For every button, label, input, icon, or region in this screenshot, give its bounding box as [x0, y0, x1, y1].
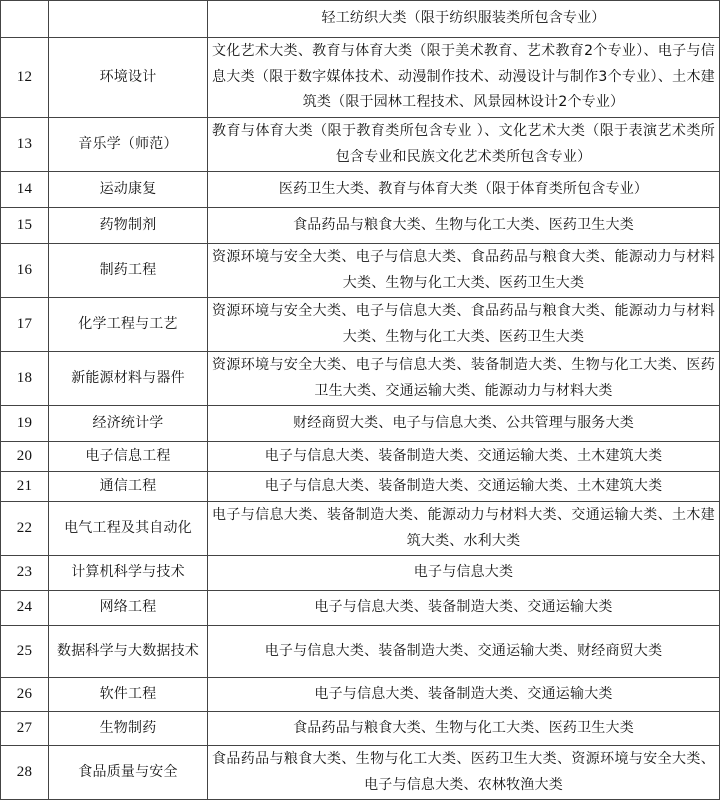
major-name: 制药工程: [49, 244, 208, 298]
admission-scope: 资源环境与安全大类、电子与信息大类、食品药品与粮食大类、能源动力与材料大类、生物与化工大类、医药卫生大类: [208, 244, 720, 298]
major-name: 新能源材料与器件: [49, 352, 208, 406]
row-number: 16: [1, 244, 49, 298]
admission-scope: 电子与信息大类、装备制造大类、交通运输大类、财经商贸大类: [208, 626, 720, 678]
row-number: 17: [1, 298, 49, 352]
row-number: 23: [1, 556, 49, 591]
admission-scope: 财经商贸大类、电子与信息大类、公共管理与服务大类: [208, 406, 720, 442]
admission-scope: 电子与信息大类: [208, 556, 720, 591]
major-name: 环境设计: [49, 38, 208, 118]
major-name: 网络工程: [49, 591, 208, 626]
admission-scope: 医药卫生大类、教育与体育大类（限于体育类所包含专业）: [208, 172, 720, 208]
row-number: 26: [1, 678, 49, 712]
table-row: [1, 472, 720, 502]
row-number: 25: [1, 626, 49, 678]
major-name: 电气工程及其自动化: [49, 502, 208, 556]
admission-scope: 教育与体育大类（限于教育类所包含专业 ）、文化艺术大类（限于表演艺术类所包含专业和民族文化艺术类所包含专业）: [208, 118, 720, 172]
table-row: [1, 591, 720, 626]
major-name: 通信工程: [49, 472, 208, 502]
table-row: [1, 298, 720, 352]
table-row: [1, 1, 720, 38]
admission-scope: 电子与信息大类、装备制造大类、能源动力与材料大类、交通运输大类、土木建筑大类、水利大类: [208, 502, 720, 556]
table-row: [1, 406, 720, 442]
table-row: [1, 208, 720, 244]
table-row: [1, 556, 720, 591]
admission-scope: 电子与信息大类、装备制造大类、交通运输大类: [208, 678, 720, 712]
admission-scope: 食品药品与粮食大类、生物与化工大类、医药卫生大类: [208, 712, 720, 746]
table-row: [1, 172, 720, 208]
admission-scope: 轻工纺织大类（限于纺织服装类所包含专业）: [208, 1, 720, 38]
row-number: 27: [1, 712, 49, 746]
admission-scope: 文化艺术大类、教育与体育大类（限于美术教育、艺术教育2个专业）、电子与信息大类（限于数字媒体技术、动漫制作技术、动漫设计与制作3个专业）、土木建筑类（限于园林工程技术、风景园林设计2个专业）: [208, 38, 720, 118]
admission-scope: 电子与信息大类、装备制造大类、交通运输大类、土木建筑大类: [208, 442, 720, 472]
major-name: [49, 1, 208, 38]
row-number: 22: [1, 502, 49, 556]
row-number: 15: [1, 208, 49, 244]
major-name: 药物制剂: [49, 208, 208, 244]
admission-scope: 食品药品与粮食大类、生物与化工大类、医药卫生大类、资源环境与安全大类、电子与信息大类、农林牧渔大类: [208, 746, 720, 800]
admission-scope: 资源环境与安全大类、电子与信息大类、食品药品与粮食大类、能源动力与材料大类、生物与化工大类、医药卫生大类: [208, 298, 720, 352]
table-row: [1, 626, 720, 678]
major-name: 经济统计学: [49, 406, 208, 442]
table-row: [1, 678, 720, 712]
major-name: 食品质量与安全: [49, 746, 208, 800]
row-number: 14: [1, 172, 49, 208]
major-name: 化学工程与工艺: [49, 298, 208, 352]
major-name: 生物制药: [49, 712, 208, 746]
row-number: 12: [1, 38, 49, 118]
table-row: [1, 502, 720, 556]
row-number: 20: [1, 442, 49, 472]
major-name: 电子信息工程: [49, 442, 208, 472]
admission-scope: 电子与信息大类、装备制造大类、交通运输大类: [208, 591, 720, 626]
major-name: 计算机科学与技术: [49, 556, 208, 591]
table-row: [1, 38, 720, 118]
table-row: [1, 746, 720, 800]
major-name: 软件工程: [49, 678, 208, 712]
table-row: [1, 442, 720, 472]
admission-scope: 资源环境与安全大类、电子与信息大类、装备制造大类、生物与化工大类、医药卫生大类、交通运输大类、能源动力与材料大类: [208, 352, 720, 406]
major-name: 音乐学（师范）: [49, 118, 208, 172]
table-row: [1, 118, 720, 172]
major-name: 运动康复: [49, 172, 208, 208]
row-number: 24: [1, 591, 49, 626]
table-row: [1, 244, 720, 298]
row-number: [1, 1, 49, 38]
admission-scope: 食品药品与粮食大类、生物与化工大类、医药卫生大类: [208, 208, 720, 244]
major-name: 数据科学与大数据技术: [49, 626, 208, 678]
table-row: [1, 712, 720, 746]
row-number: 18: [1, 352, 49, 406]
row-number: 19: [1, 406, 49, 442]
table-row: [1, 352, 720, 406]
row-number: 28: [1, 746, 49, 800]
row-number: 13: [1, 118, 49, 172]
admission-scope: 电子与信息大类、装备制造大类、交通运输大类、土木建筑大类: [208, 472, 720, 502]
row-number: 21: [1, 472, 49, 502]
